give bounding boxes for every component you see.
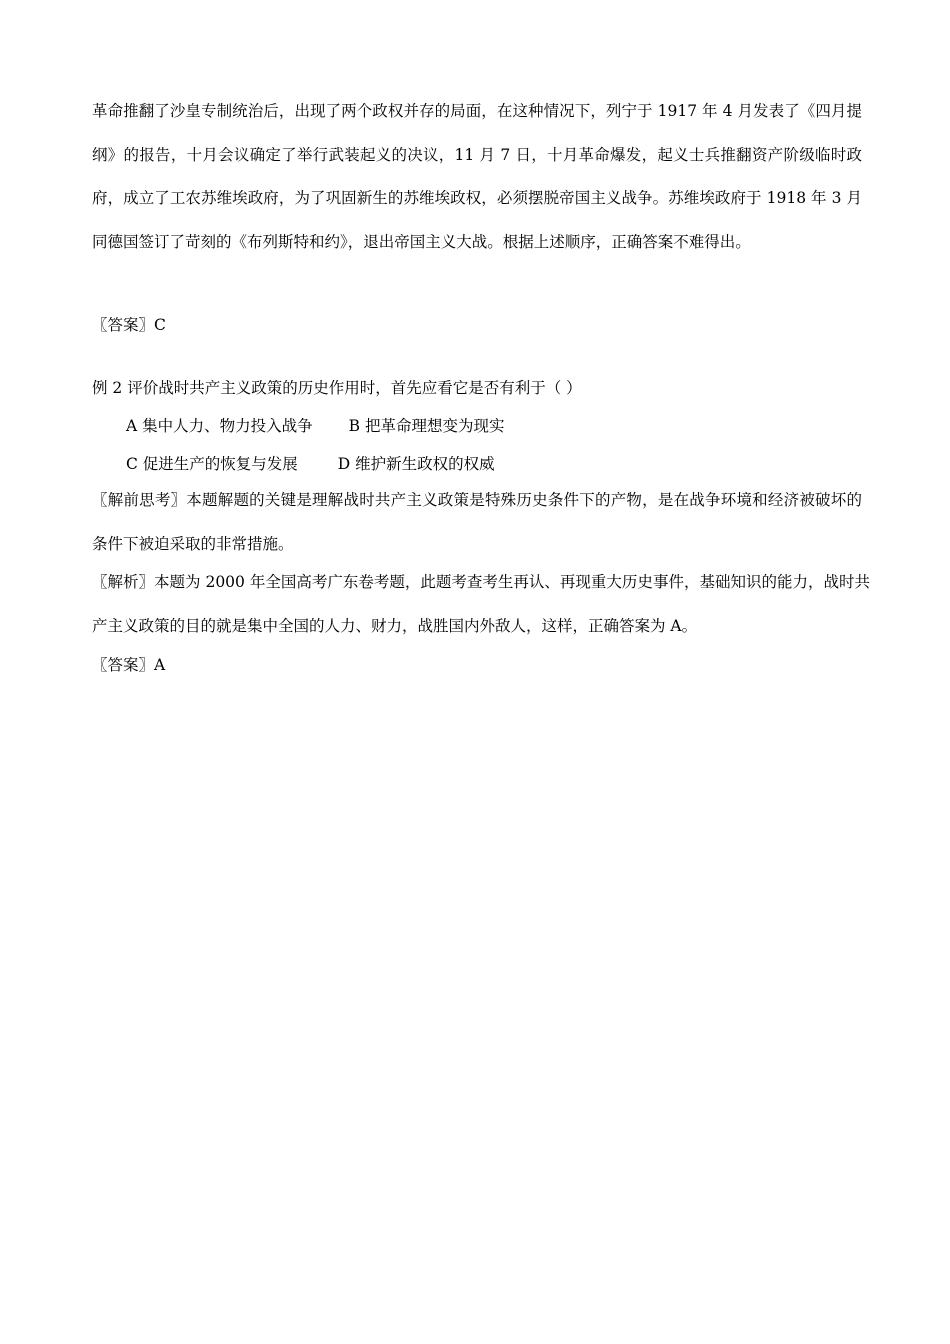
analysis-paragraph: 〖解析〗本题为 2000 年全国高考广东卷考题，此题考查考生再认、再现重大历史事件，基础知识的能力，战时共产主义政策的目的就是集中全国的人力、财力，战胜国内外敌人，这样，正确答案为 A。 (92, 573, 870, 635)
options-row-1 (126, 414, 504, 436)
options-row-2 (126, 452, 495, 474)
option-a: A 集中人力、物力投入战争 (126, 417, 313, 435)
option-d: D 维护新生政权的权威 (337, 455, 495, 473)
question-2: 例 2 评价战时共产主义政策的历史作用时，首先应看它是否有利于（ ） (92, 379, 582, 397)
answer-1: 〖答案〗C (92, 316, 166, 334)
option-b: B 把革命理想变为现实 (348, 417, 505, 435)
answer-2: 〖答案〗A (92, 656, 166, 674)
pre-solution-thinking: 〖解前思考〗本题解题的关键是理解战时共产主义政策是特殊历史条件下的产物，是在战争环境和经济被破坏的条件下被迫采取的非常措施。 (92, 491, 862, 553)
explanation-paragraph-1: 革命推翻了沙皇专制统治后，出现了两个政权并存的局面，在这种情况下，列宁于 1917 年 4 月发表了《四月提纲》的报告，十月会议确定了举行武装起义的决议，11 月 7 日，十月革命爆发，起义士兵推翻资产阶级临时政府，成立了工农苏维埃政府，为了巩固新生的苏维埃政权，必须摆脱帝国主义战争。苏维埃政府于 1918 年 3 月同德国签订了苛刻的《布列斯特和约》，退出帝国主义大战。根据上述顺序，正确答案不难得出。 (92, 102, 862, 251)
option-c: C 促进生产的恢复与发展 (126, 455, 298, 473)
